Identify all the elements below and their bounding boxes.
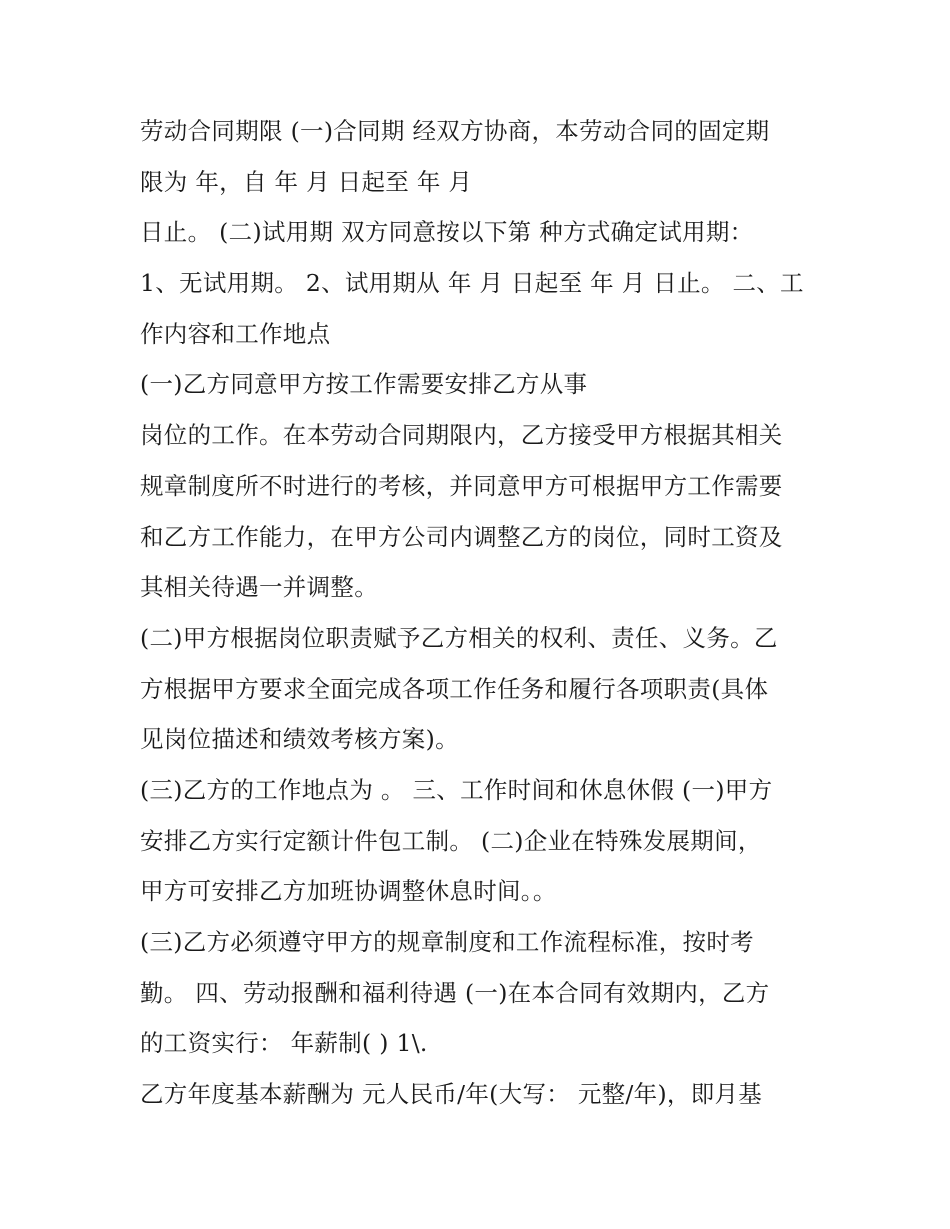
text-line: 其相关待遇一并调整。: [140, 573, 378, 602]
text-line: 1、无试用期。 2、试用期从 年 月 日起至 年 月 日止。 二、工: [140, 269, 804, 298]
text-line: 勤。 四、劳动报酬和福利待遇 (一)在本合同有效期内，乙方: [140, 978, 770, 1007]
text-line: (一)乙方同意甲方按工作需要安排乙方从事: [140, 370, 588, 399]
text-line: 的工资实行： 年薪制( ) 1\.: [140, 1029, 428, 1058]
text-line: 规章制度所不时进行的考核，并同意甲方可根据甲方工作需要: [140, 471, 783, 500]
text-line: 安排乙方实行定额计件包工制。 (二)企业在特殊发展期间，: [140, 826, 762, 855]
text-line: 甲方可安排乙方加班协调整休息时间。。: [140, 877, 557, 906]
text-line: 作内容和工作地点: [140, 319, 331, 348]
text-line: 方根据甲方要求全面完成各项工作任务和履行各项职责(具体: [140, 674, 769, 703]
text-line: 限为 年，自 年 月 日起至 年 月: [140, 167, 473, 196]
text-line: 见岗位描述和绩效考核方案)。: [140, 725, 459, 754]
text-line: 劳动合同期限 (一)合同期 经双方协商，本劳动合同的固定期: [140, 117, 770, 145]
text-line: 和乙方工作能力，在甲方公司内调整乙方的岗位，同时工资及: [140, 522, 783, 551]
text-line: 日止。 (二)试用期 双方同意按以下第 种方式确定试用期：: [140, 218, 754, 247]
text-line: 岗位的工作。在本劳动合同期限内，乙方接受甲方根据其相关: [140, 421, 783, 450]
text-line: 乙方年度基本薪酬为 元人民币/年(大写： 元整/年)，即月基: [140, 1080, 763, 1109]
document-body: [140, 106, 820, 1120]
text-line: (二)甲方根据岗位职责赋予乙方相关的权利、责任、义务。乙: [140, 623, 778, 652]
text-line: (三)乙方的工作地点为 。 三、工作时间和休息休假 (一)甲方: [140, 775, 773, 804]
text-line: (三)乙方必须遵守甲方的规章制度和工作流程标准，按时考: [140, 928, 754, 956]
